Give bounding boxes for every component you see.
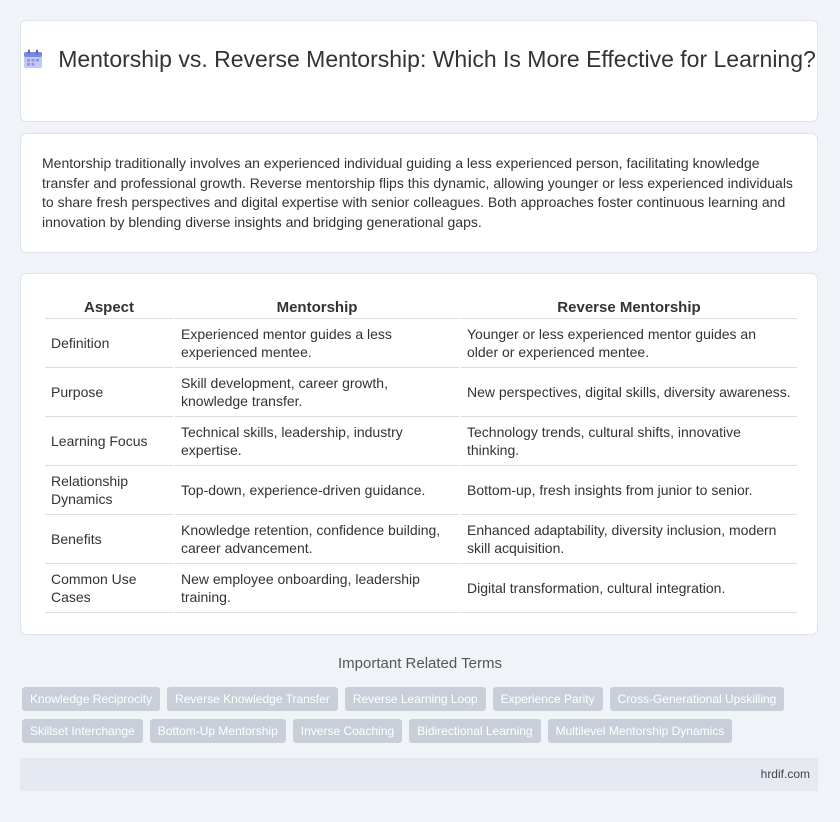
related-term-tag[interactable]: Cross-Generational Upskilling [610, 687, 785, 711]
table-row [45, 515, 797, 564]
related-terms-list [22, 687, 822, 743]
comparison-table [43, 296, 799, 613]
table-row [45, 417, 797, 466]
table-header-row [45, 296, 797, 319]
header-aspect: Aspect [45, 296, 173, 319]
table-cell-aspect: Definition [45, 319, 173, 368]
related-term-tag[interactable]: Bottom-Up Mentorship [150, 719, 286, 743]
table-cell: Skill development, career growth, knowledge transfer. [175, 368, 459, 417]
related-terms-heading: Important Related Terms [338, 655, 502, 672]
table-cell: Technology trends, cultural shifts, innovative thinking. [461, 417, 797, 466]
page-title-text: Mentorship vs. Reverse Mentorship: Which Is More Effective for Learning? [58, 46, 816, 72]
table-cell-aspect: Learning Focus [45, 417, 173, 466]
related-term-tag[interactable]: Reverse Knowledge Transfer [167, 687, 338, 711]
related-term-tag[interactable]: Inverse Coaching [293, 719, 402, 743]
table-cell-aspect: Purpose [45, 368, 173, 417]
table-cell: Enhanced adaptability, diversity inclusion, modern skill acquisition. [461, 515, 797, 564]
related-term-tag[interactable]: Bidirectional Learning [409, 719, 540, 743]
footer-site-link[interactable]: hrdif.com [760, 767, 810, 781]
header-reverse-mentorship: Reverse Mentorship [461, 296, 797, 319]
title-card [20, 20, 818, 122]
table-cell-aspect: Relationship Dynamics [45, 466, 173, 515]
footer [20, 758, 818, 791]
table-row [45, 319, 797, 368]
table-row [45, 368, 797, 417]
related-term-tag[interactable]: Multilevel Mentorship Dynamics [548, 719, 733, 743]
calendar-icon [22, 48, 44, 70]
table-cell: Younger or less experienced mentor guides an older or experienced mentee. [461, 319, 797, 368]
comparison-card [20, 273, 818, 635]
page-title [21, 21, 817, 74]
table-cell: Knowledge retention, confidence building, career advancement. [175, 515, 459, 564]
related-term-tag[interactable]: Knowledge Reciprocity [22, 687, 160, 711]
table-cell: New perspectives, digital skills, diversity awareness. [461, 368, 797, 417]
table-cell: New employee onboarding, leadership training. [175, 564, 459, 613]
table-cell: Technical skills, leadership, industry expertise. [175, 417, 459, 466]
header-mentorship: Mentorship [175, 296, 459, 319]
related-term-tag[interactable]: Experience Parity [493, 687, 603, 711]
table-row [45, 466, 797, 515]
intro-paragraph: Mentorship traditionally involves an experienced individual guiding a less experienced person, facilitating knowledge transfer and professional growth. Reverse mentorship flips this dynamic, allowing younger or less experienced individuals to share fresh perspectives and digital expertise with senior colleagues. Both approaches foster continuous learning and innovation by blending diverse insights and bridging generational gaps. [42, 155, 793, 230]
intro-card [20, 133, 818, 253]
table-cell-aspect: Common Use Cases [45, 564, 173, 613]
table-cell: Bottom-up, fresh insights from junior to senior. [461, 466, 797, 515]
related-term-tag[interactable]: Skillset Interchange [22, 719, 143, 743]
related-term-tag[interactable]: Reverse Learning Loop [345, 687, 486, 711]
table-cell: Digital transformation, cultural integration. [461, 564, 797, 613]
table-cell-aspect: Benefits [45, 515, 173, 564]
table-cell: Top-down, experience-driven guidance. [175, 466, 459, 515]
table-row [45, 564, 797, 613]
table-cell: Experienced mentor guides a less experienced mentee. [175, 319, 459, 368]
